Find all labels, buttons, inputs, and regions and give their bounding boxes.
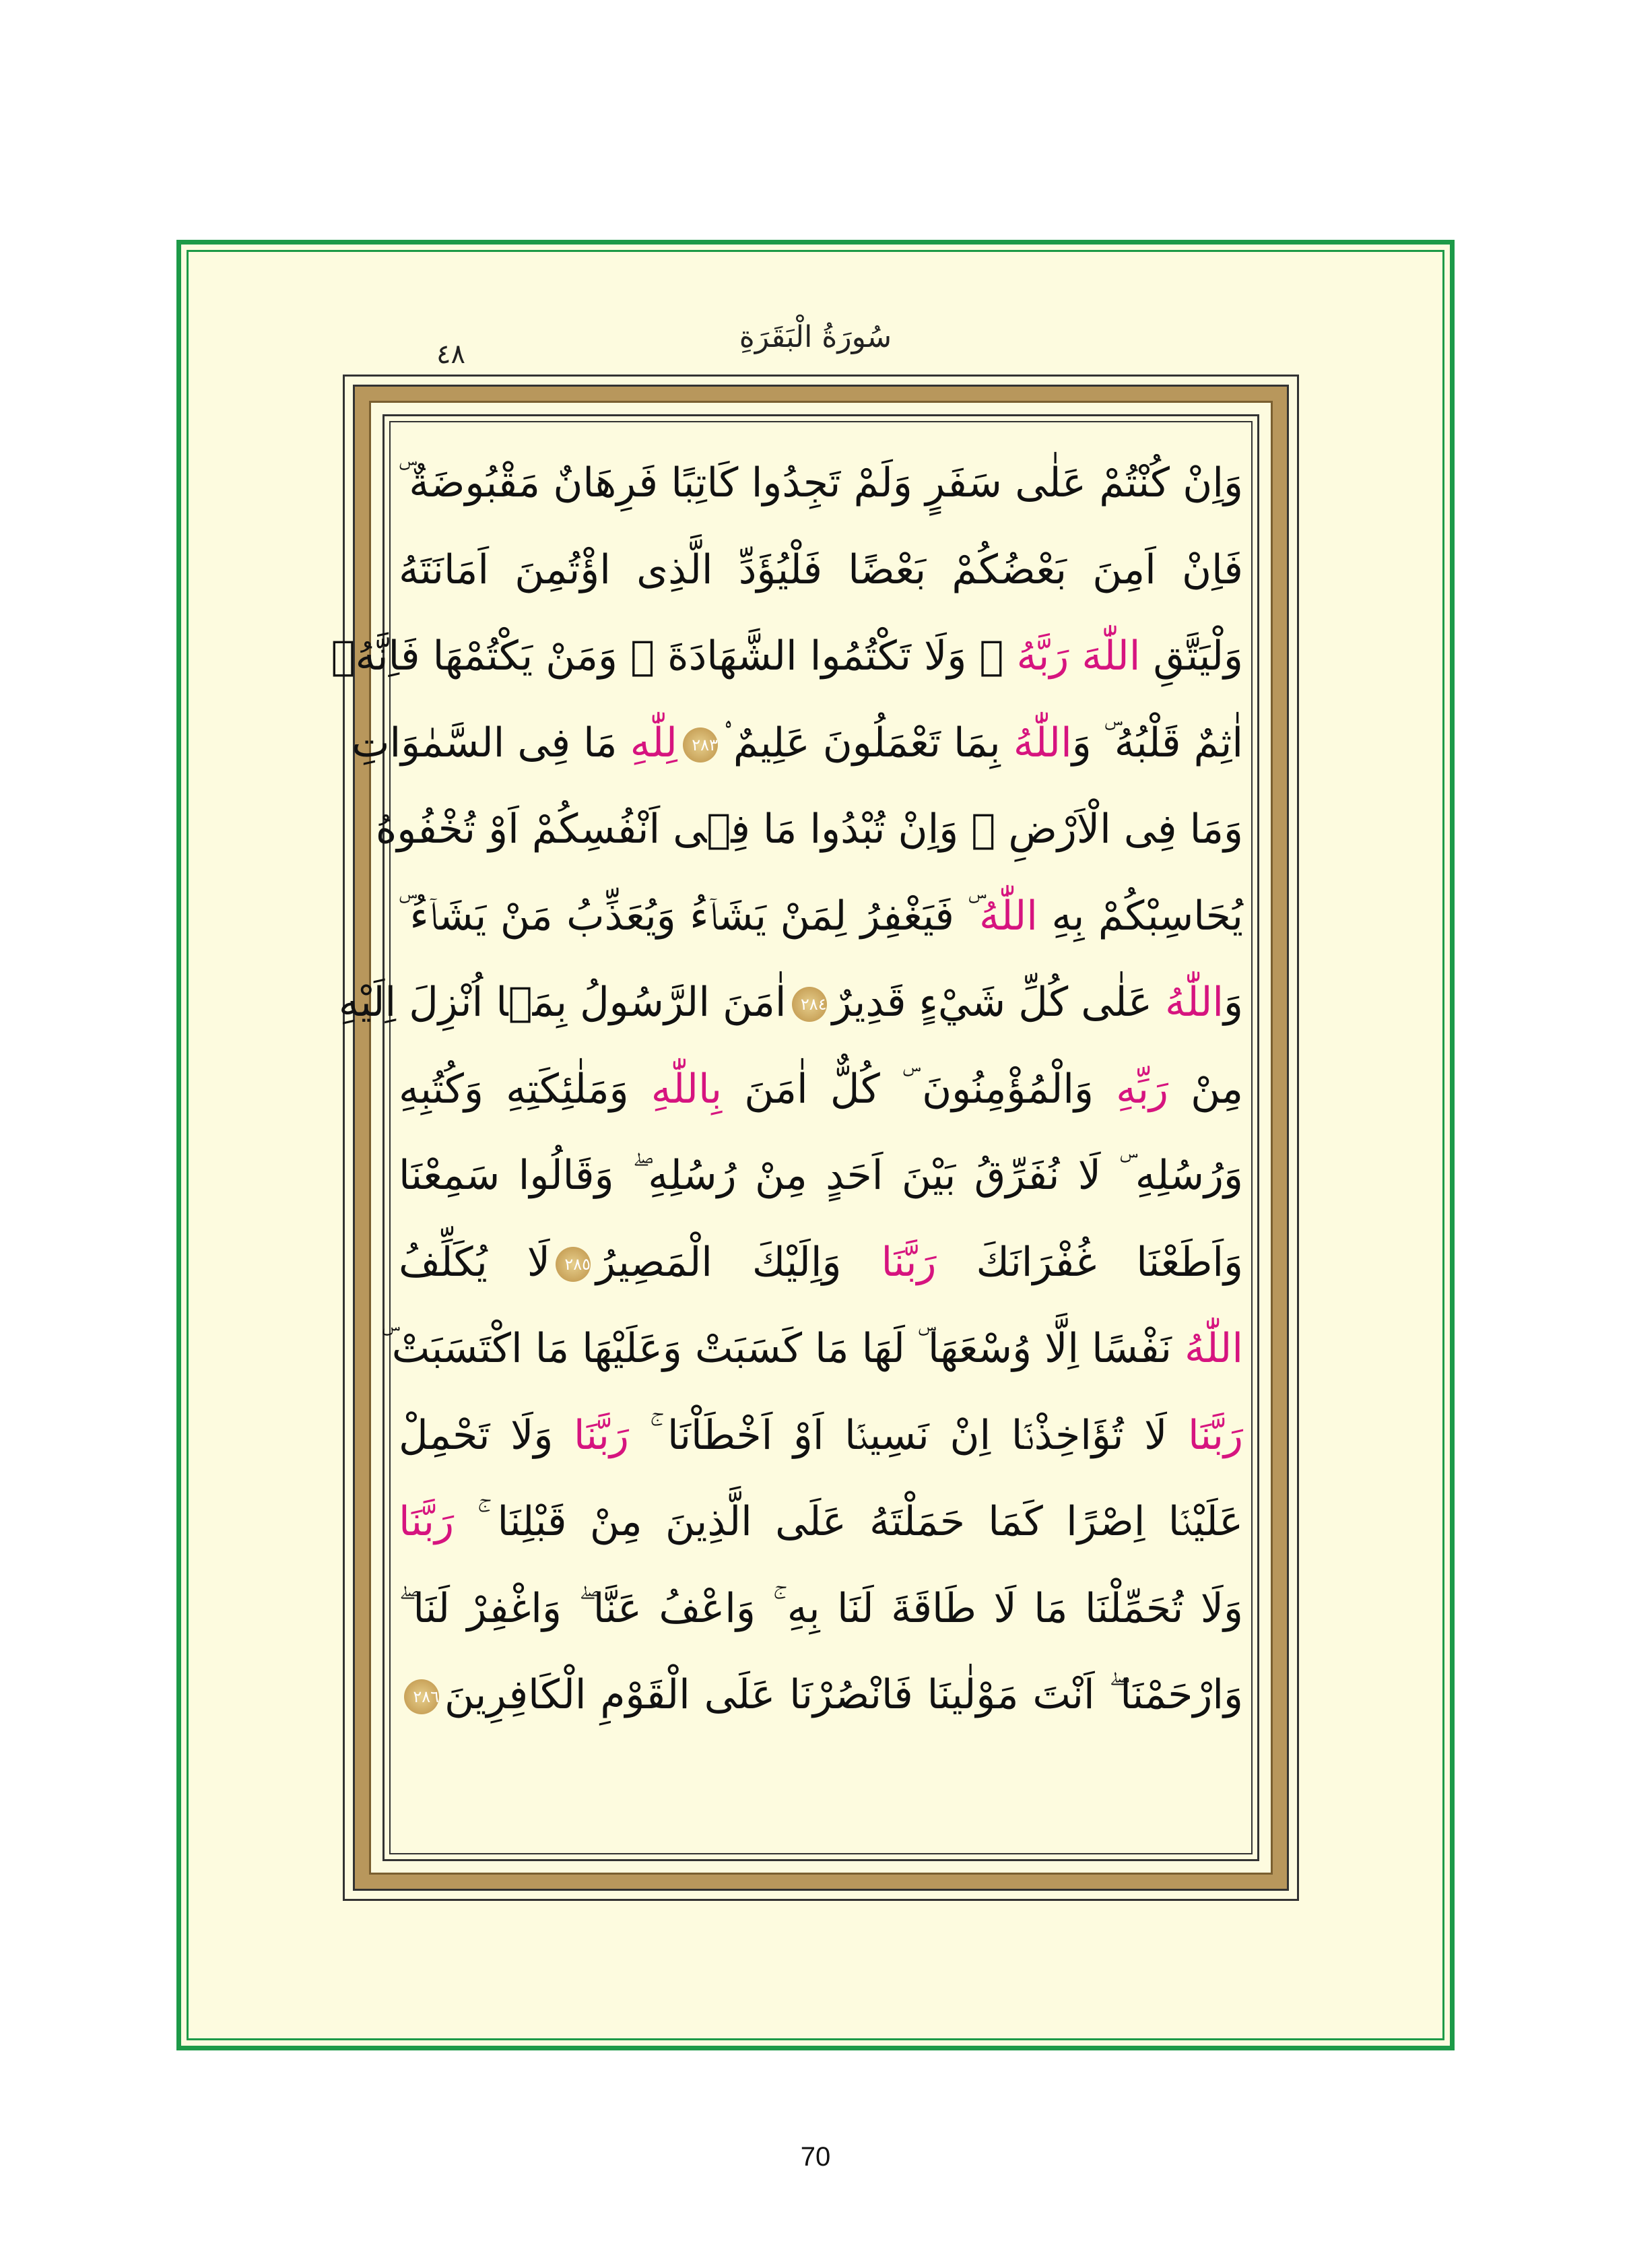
verse-line xyxy=(399,1392,1243,1479)
verse-line xyxy=(399,1479,1243,1565)
verse-text: وَاِنْ كُنْتُمْ عَلٰى سَفَرٍ وَلَمْ تَجِدُوا كَاتِبًا فَرِهَانٌ مَقْبُوضَةٌ ۜ xyxy=(399,459,1243,507)
verse-text: وَ xyxy=(1224,979,1243,1026)
divine-name-text: بِاللّٰهِ xyxy=(651,1065,723,1113)
verse-line xyxy=(381,1305,1243,1392)
verse-text: وَاَطَعْنَا غُفْرَانَكَ xyxy=(936,1238,1243,1286)
divine-name-text: لِلّٰهِ xyxy=(630,719,677,767)
verse-text: عَلَيْنَۤا اِصْرًا كَمَا حَمَلْتَهُ عَلَى الَّذِينَ مِنْ قَبْلِنَا ۚ xyxy=(454,1498,1243,1545)
verse-line xyxy=(338,959,1243,1046)
divine-name-text: اللّٰهُ xyxy=(1185,1325,1243,1372)
divine-name-text: اللّٰهُ xyxy=(1013,719,1072,767)
book-page-number: 70 xyxy=(800,2142,831,2172)
verse-text: نَفْسًا اِلَّا وُسْعَهَا ۜ لَهَا مَا كَسَبَتْ وَعَلَيْهَا مَا اكْتَسَبَتْ ۜ xyxy=(381,1325,1185,1372)
divine-name-text: رَبَّنَا xyxy=(1187,1411,1244,1459)
verse-text: ۜ فَيَغْفِرُ لِمَنْ يَشَاۤءُ وَيُعَذِّبُ مَنْ يَشَاۤءُ ۜ xyxy=(399,892,979,940)
verse-text: لَا يُكَلِّفُ xyxy=(399,1238,551,1286)
verse-text: وَرُسُلِهِ ۜ لَا نُفَرِّقُ بَيْنَ اَحَدٍ مِنْ رُسُلِهِ ۖ وَقَالُوا سَمِعْنَا xyxy=(399,1152,1243,1199)
verse-text: بِمَا تَعْمَلُونَ عَلِيمٌ ۟ xyxy=(723,719,1013,767)
verse-text: وَلَا تُحَمِّلْنَا مَا لَا طَاقَةَ لَنَا بِهِ ۚ وَاعْفُ عَنَّا ۖ وَاغْفِرْ لَنَا ۖ xyxy=(399,1584,1243,1632)
divine-name-text: اللّٰهُ xyxy=(978,892,1038,940)
verse-line xyxy=(331,613,1243,700)
verse-text: يُحَاسِبْكُمْ بِهِ xyxy=(1037,892,1243,940)
verse-line xyxy=(375,786,1243,873)
ayah-number-marker: ٢٨٤ xyxy=(792,987,827,1022)
verse-line xyxy=(351,700,1243,787)
divine-name-text: رَبَّنَا xyxy=(573,1411,629,1459)
verse-text: وَمَلٰئِكَتِهِ وَكُتُبِهِ xyxy=(399,1065,651,1113)
verse-line xyxy=(399,1132,1243,1219)
verse-text: وَمَا فِى الْاَرْضِ ۜ وَاِنْ تُبْدُوا مَا فِۤى اَنْفُسِكُمْ اَوْ تُخْفُوهُ xyxy=(375,806,1243,853)
ayah-number-marker: ٢٨٣ xyxy=(683,727,718,763)
page-border xyxy=(176,240,1455,2050)
divine-name-text: رَبَّنَا xyxy=(399,1498,455,1545)
divine-name-text: رَبِّهِ xyxy=(1116,1065,1169,1113)
verse-line xyxy=(399,1046,1243,1133)
verse-text-area xyxy=(331,440,1244,1739)
verse-text: ۜ وَلَا تَكْتُمُوا الشَّهَادَةَ ۜ وَمَنْ يَكْتُمْهَا فَاِنَّهُۤ xyxy=(331,633,1017,680)
verse-text: اٰثِمٌ قَلْبُهُ ۜ وَ xyxy=(1071,719,1243,767)
verse-line xyxy=(399,440,1243,527)
verse-text: وَارْحَمْنَا ۖ اَنْتَ مَوْلٰينَا فَانْصُرْنَا عَلَى الْقَوْمِ الْكَافِرِينَ xyxy=(444,1671,1243,1718)
divine-name-text: رَبَّنَا xyxy=(881,1238,937,1286)
verse-text: مَا فِى السَّمٰوَاتِ xyxy=(351,719,630,767)
surah-title: سُورَةُ الْبَقَرَةِ xyxy=(739,320,892,354)
divine-name-text: اللّٰهَ رَبَّهُ xyxy=(1016,633,1141,680)
verse-text: لَا تُؤَاخِذْنَۤا اِنْ نَسِينَۤا اَوْ اَخْطَاْنَا ۚ xyxy=(628,1411,1188,1459)
verse-text: وَلَا تَحْمِلْ xyxy=(399,1411,574,1459)
text-frame xyxy=(331,375,1299,1901)
verse-text: وَلْيَتَّقِ xyxy=(1140,633,1243,680)
verse-line xyxy=(399,1219,1243,1306)
divine-name-text: اللّٰهُ xyxy=(1165,979,1224,1026)
verse-line xyxy=(399,1565,1243,1652)
verse-text: فَاِنْ اَمِنَ بَعْضُكُمْ بَعْضًا فَلْيُؤَدِّ الَّذِى اؤْتُمِنَ اَمَانَتَهُ xyxy=(399,546,1243,593)
verse-line xyxy=(399,527,1243,614)
verse-text: اٰمَنَ الرَّسُولُ بِمَۤا اُنْزِلَ اِلَيْهِ xyxy=(338,979,787,1026)
verse-line xyxy=(399,873,1243,960)
verse-text: وَالْمُؤْمِنُونَ ۜ كُلٌّ اٰمَنَ xyxy=(722,1065,1117,1113)
verse-text: عَلٰى كُلِّ شَيْءٍ قَدِيرٌ xyxy=(832,979,1166,1026)
ayah-number-marker: ٢٨٦ xyxy=(404,1679,439,1714)
mushaf-page-number: ٤٨ xyxy=(436,339,465,370)
ayah-number-marker: ٢٨٥ xyxy=(556,1247,591,1282)
verse-text: مِنْ xyxy=(1168,1065,1243,1113)
verse-line xyxy=(399,1652,1243,1739)
verse-text: وَاِلَيْكَ الْمَصِيرُ xyxy=(596,1238,881,1286)
